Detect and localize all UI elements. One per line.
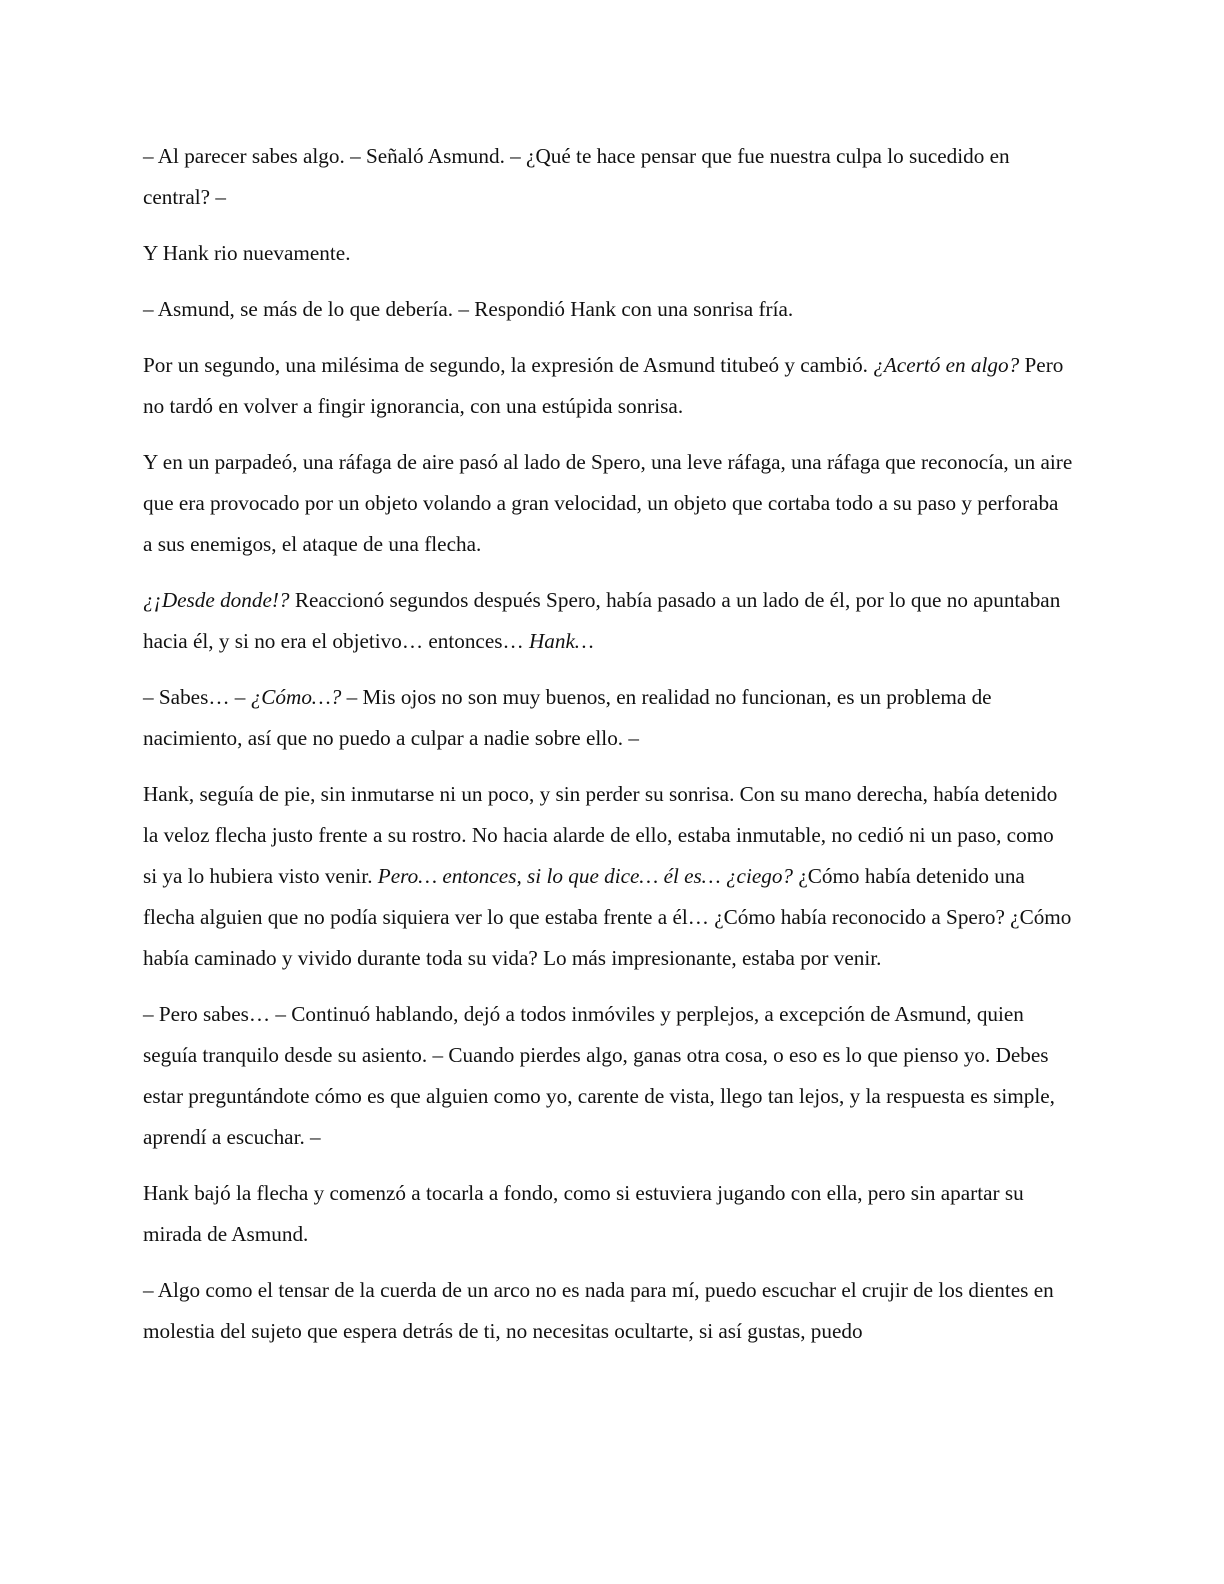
paragraph: [143, 1270, 1073, 1352]
text-segment: – Asmund, se más de lo que debería. – Respondió Hank con una sonrisa fría.: [143, 297, 794, 321]
italic-text: ¿Acertó en algo?: [873, 353, 1020, 377]
italic-text: ¿Cómo…?: [250, 685, 342, 709]
paragraph: [143, 994, 1073, 1158]
text-segment: Y en un parpadeó, una ráfaga de aire pasó al lado de Spero, una leve ráfaga, una ráfaga que reconocía, un aire que era provocado por un objeto volando a gran velocidad, un objeto que cortaba todo a su paso y perforaba a sus enemigos, el ataque de una flecha.: [143, 450, 1073, 556]
text-segment: Y Hank rio nuevamente.: [143, 241, 351, 265]
text-segment: – Pero sabes… – Continuó hablando, dejó a todos inmóviles y perplejos, a excepción de Asmund, quien seguía tranquilo desde su asiento. – Cuando pierdes algo, ganas otra cosa, o eso es lo que pienso yo. Debes estar preguntándote cómo es que alguien como yo, carente de vista, llego tan lejos, y la respuesta es simple, aprendí a escuchar. –: [143, 1002, 1055, 1149]
text-segment: – Al parecer sabes algo. – Señaló Asmund. – ¿Qué te hace pensar que fue nuestra culpa lo sucedido en central? –: [143, 144, 1010, 209]
paragraph: [143, 580, 1073, 662]
text-segment: – Mis ojos no son muy buenos, en realidad no funcionan, es un problema de nacimiento, así que no puedo a culpar a nadie sobre ello. –: [143, 685, 992, 750]
text-segment: Hank bajó la flecha y comenzó a tocarla a fondo, como si estuviera jugando con ella, pero sin apartar su mirada de Asmund.: [143, 1181, 1024, 1246]
italic-text: Pero… entonces, si lo que dice… él es… ¿ciego?: [377, 864, 794, 888]
text-segment: – Sabes… –: [143, 685, 251, 709]
text-segment: Pero no tardó en volver a fingir ignorancia, con una estúpida sonrisa.: [143, 353, 1064, 418]
paragraph: [143, 677, 1073, 759]
paragraph: [143, 1173, 1073, 1255]
italic-text: Hank…: [528, 629, 594, 653]
text-segment: ¿Cómo había detenido una flecha alguien que no podía siquiera ver lo que estaba frente a él… ¿Cómo había reconocido a Spero? ¿Cómo había caminado y vivido durante toda su vida? Lo más impresionante, estaba por venir.: [143, 864, 1072, 970]
text-segment: Hank, seguía de pie, sin inmutarse ni un poco, y sin perder su sonrisa. Con su mano derecha, había detenido la veloz flecha justo frente a su rostro. No hacia alarde de ello, estaba inmutable, no cedió ni un paso, como si ya lo hubiera visto venir.: [143, 782, 1058, 888]
paragraph: [143, 233, 1073, 274]
paragraph: [143, 774, 1073, 979]
paragraph: [143, 442, 1073, 565]
text-segment: Por un segundo, una milésima de segundo, la expresión de Asmund titubeó y cambió.: [143, 353, 874, 377]
paragraph: [143, 345, 1073, 427]
document-page: [143, 136, 1073, 1367]
italic-text: ¿¡Desde donde!?: [143, 588, 290, 612]
paragraph: [143, 136, 1073, 218]
text-segment: Reaccionó segundos después Spero, había pasado a un lado de él, por lo que no apuntaban hacia él, y si no era el objetivo… entonces…: [143, 588, 1061, 653]
paragraph: [143, 289, 1073, 330]
text-segment: – Algo como el tensar de la cuerda de un arco no es nada para mí, puedo escuchar el crujir de los dientes en molestia del sujeto que espera detrás de ti, no necesitas ocultarte, si así gustas, puedo: [143, 1278, 1054, 1343]
